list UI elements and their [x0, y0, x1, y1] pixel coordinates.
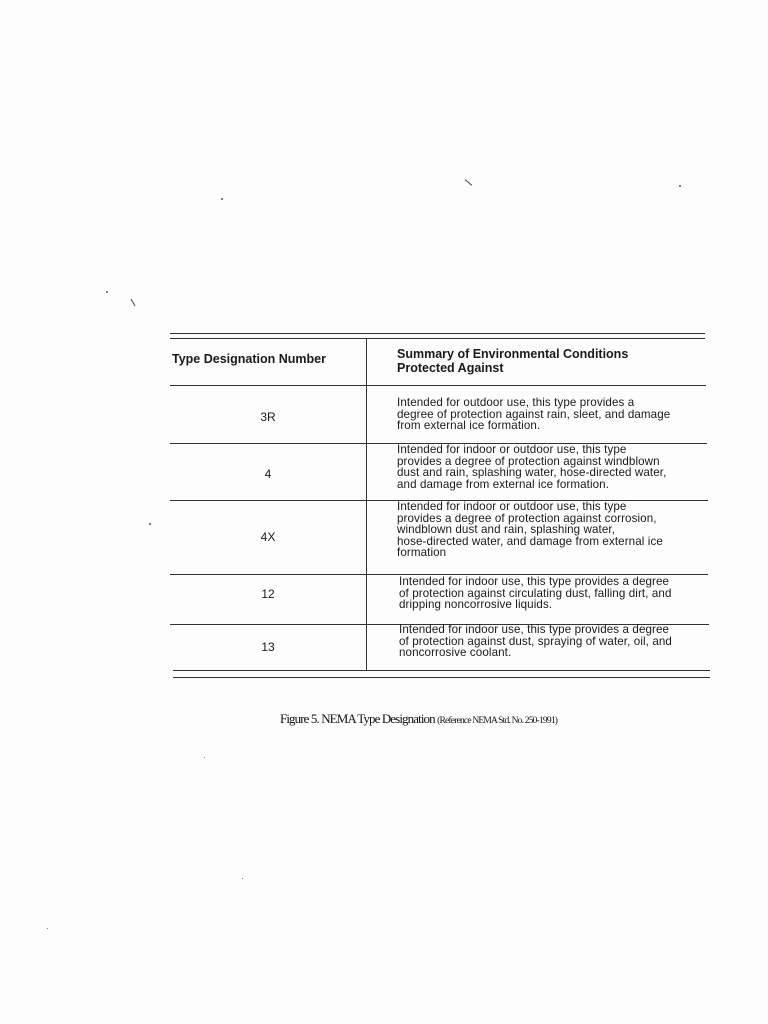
scan-speck: [679, 185, 681, 187]
caption-reference: (Reference NEMA Std. No. 250-1991): [437, 716, 558, 726]
desc-line: dripping noncorrosive liquids.: [399, 598, 553, 611]
scan-speck: [47, 928, 48, 929]
row-type-4x: 4X: [260, 530, 276, 544]
desc-line: and damage from external ice formation.: [397, 477, 610, 491]
scan-mark: [465, 179, 473, 186]
nema-type-table: [170, 333, 710, 683]
desc-line: Intended for outdoor use, this type provides a: [397, 396, 635, 409]
row-desc-13: [399, 624, 719, 659]
figure-caption: [280, 711, 557, 727]
table-top-rule: [170, 333, 705, 334]
row-type-13: 13: [261, 640, 275, 654]
caption-main: Figure 5. NEMA Type Designation: [280, 711, 435, 726]
desc-line: Intended for indoor use, this type provides a degree: [399, 575, 670, 588]
desc-line: degree of protection against rain, sleet, and damage: [397, 407, 671, 421]
desc-line: formation: [397, 546, 447, 559]
desc-line: dust and rain, splashing water, hose-directed water,: [397, 466, 667, 479]
scan-speck: [221, 198, 223, 200]
row-type-12: 12: [261, 587, 275, 601]
row-desc-12: [399, 576, 719, 611]
desc-line: from external ice formation.: [397, 419, 541, 432]
scan-speck: [149, 523, 151, 525]
header-summary-line2: Protected Against: [397, 361, 504, 375]
desc-line: provides a degree of protection against corrosion,: [397, 511, 657, 525]
desc-line: of protection against dust, spraying of water, oil, and: [399, 634, 672, 648]
desc-line: windblown dust and rain, splashing water,: [397, 523, 616, 536]
table-bottom-rule: [173, 670, 710, 671]
scan-speck: [242, 878, 243, 879]
row-desc-4: [397, 444, 717, 490]
desc-line: Intended for indoor or outdoor use, this type: [397, 443, 627, 456]
desc-line: hose-directed water, and damage from external ice: [397, 534, 663, 548]
scan-speck: [106, 291, 108, 293]
header-summary-line1: Summary of Environmental Conditions: [397, 347, 629, 361]
desc-line: Intended for indoor use, this type provides a degree: [399, 623, 670, 636]
table-top-rule: [170, 338, 705, 339]
header-type-designation: Type Designation Number: [172, 352, 326, 366]
table-bottom-rule: [173, 677, 710, 678]
desc-line: provides a degree of protection against windblown: [397, 454, 660, 468]
desc-line: noncorrosive coolant.: [399, 646, 512, 659]
scan-speck: [204, 757, 205, 758]
desc-line: Intended for indoor or outdoor use, this type: [397, 500, 627, 513]
column-divider: [366, 339, 367, 671]
row-type-3r: 3R: [260, 410, 276, 424]
row-desc-3r: [397, 397, 717, 432]
scan-mark: [131, 299, 136, 306]
row-type-4: 4: [264, 467, 272, 481]
desc-line: of protection against circulating dust, falling dirt, and: [399, 586, 672, 600]
row-desc-4x: [397, 501, 717, 559]
header-rule: [170, 385, 706, 386]
